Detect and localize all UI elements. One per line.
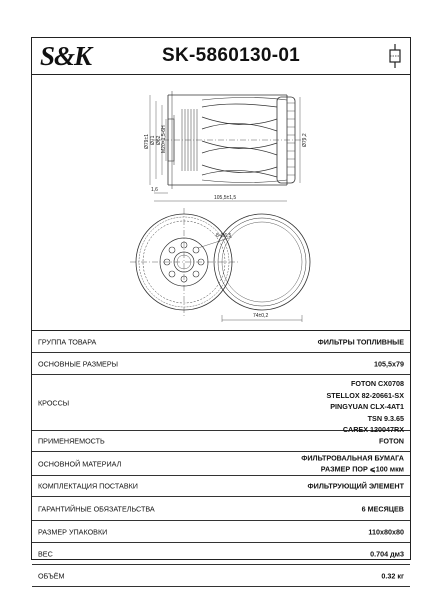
svg-text:S&K: S&K xyxy=(40,41,92,71)
dim-d3: Ø62 xyxy=(156,135,162,145)
spec-value xyxy=(327,378,405,436)
spec-sheet xyxy=(31,37,411,580)
technical-drawing xyxy=(32,75,410,331)
spec-value-line: РАЗМЕР ПОР ⩽100 мкм xyxy=(320,464,404,474)
brand-logo xyxy=(38,41,116,71)
brand-logo-graphic xyxy=(38,41,118,71)
spec-label: ВЕС xyxy=(38,549,53,558)
spec-row xyxy=(32,565,410,587)
spec-value-line: TSN 9.3.65 xyxy=(367,413,404,423)
dim-thread: M20×1,5-6H xyxy=(161,125,167,153)
spec-row xyxy=(32,497,410,521)
dim-len-small: 1,6 xyxy=(151,187,158,193)
spec-value xyxy=(379,435,404,447)
spec-row xyxy=(32,521,410,543)
spec-value-line: ФИЛЬТРУЮЩИЙ ЭЛЕМЕНТ xyxy=(307,481,404,491)
spec-label: ОСНОВНОЙ МАТЕРИАЛ xyxy=(38,459,122,468)
spec-label: КОМПЛЕКТАЦИЯ ПОСТАВКИ xyxy=(38,481,138,491)
header xyxy=(32,38,410,75)
side-view xyxy=(152,91,307,189)
spec-value-line: 6 МЕСЯЦЕВ xyxy=(361,503,404,513)
dim-d2: Ø71 xyxy=(150,135,156,145)
product-title: SK-5860130-01 xyxy=(162,45,301,66)
filter-symbol-icon xyxy=(388,44,402,68)
spec-label: ОСНОВНЫЕ РАЗМЕРЫ xyxy=(38,359,119,368)
spec-label: КРОССЫ xyxy=(38,398,70,407)
spec-value-line: FOTON xyxy=(378,436,404,446)
spec-value-line: 0.32 кг xyxy=(381,570,404,580)
spec-value-line: CAREX 120047RX xyxy=(342,425,404,434)
spec-value xyxy=(308,480,404,492)
spec-value-line: PINGYUAN CLX-4AT1 xyxy=(330,402,404,411)
dim-len-main: 105,5±1,5 xyxy=(214,195,237,201)
spec-label: ОБЪЁМ xyxy=(38,571,65,580)
dim-d1: Ø79±1 xyxy=(144,134,150,149)
spec-value-line: FOTON CX0708 xyxy=(351,379,404,388)
spec-row xyxy=(32,353,410,375)
spec-value-line: STELLOX 82-20661-SX xyxy=(326,390,404,400)
spec-label: РАЗМЕР УПАКОВКИ xyxy=(38,527,108,536)
spec-table xyxy=(32,331,410,611)
spec-value xyxy=(362,503,404,515)
spec-value-line: 105,5x79 xyxy=(374,358,404,368)
spec-label: ГРУППА ТОВАРА xyxy=(38,337,97,346)
spec-row xyxy=(32,476,410,497)
filter-drawing-svg xyxy=(32,75,412,331)
spec-row xyxy=(32,431,410,452)
spec-value xyxy=(381,570,404,582)
spec-value xyxy=(368,526,404,538)
dim-width: 74±0,2 xyxy=(253,313,269,319)
dim-hole: 8-Ø6,5 xyxy=(216,233,232,239)
spec-label: ГАРАНТИЙНЫЕ ОБЯЗАТЕЛЬСТВА xyxy=(38,504,155,513)
spec-value xyxy=(370,548,404,560)
spec-row xyxy=(32,452,410,476)
spec-row xyxy=(32,375,410,434)
spec-value xyxy=(374,358,404,370)
spec-value-line: ФИЛЬТРЫ ТОПЛИВНЫЕ xyxy=(317,336,404,346)
spec-value-line: 110x80x80 xyxy=(368,526,404,536)
spec-value-line: ФИЛЬТРОВАЛЬНАЯ БУМАГА xyxy=(301,453,404,462)
spec-row xyxy=(32,587,410,611)
dim-d4: Ø79,2 xyxy=(302,133,308,147)
spec-row xyxy=(32,331,410,353)
spec-row xyxy=(32,543,410,565)
spec-value-line: 0.704 дм3 xyxy=(370,548,404,558)
spec-value xyxy=(301,452,404,475)
spec-label: ПРИМЕНЯЕМОСТЬ xyxy=(38,436,105,446)
spec-value xyxy=(318,336,404,348)
